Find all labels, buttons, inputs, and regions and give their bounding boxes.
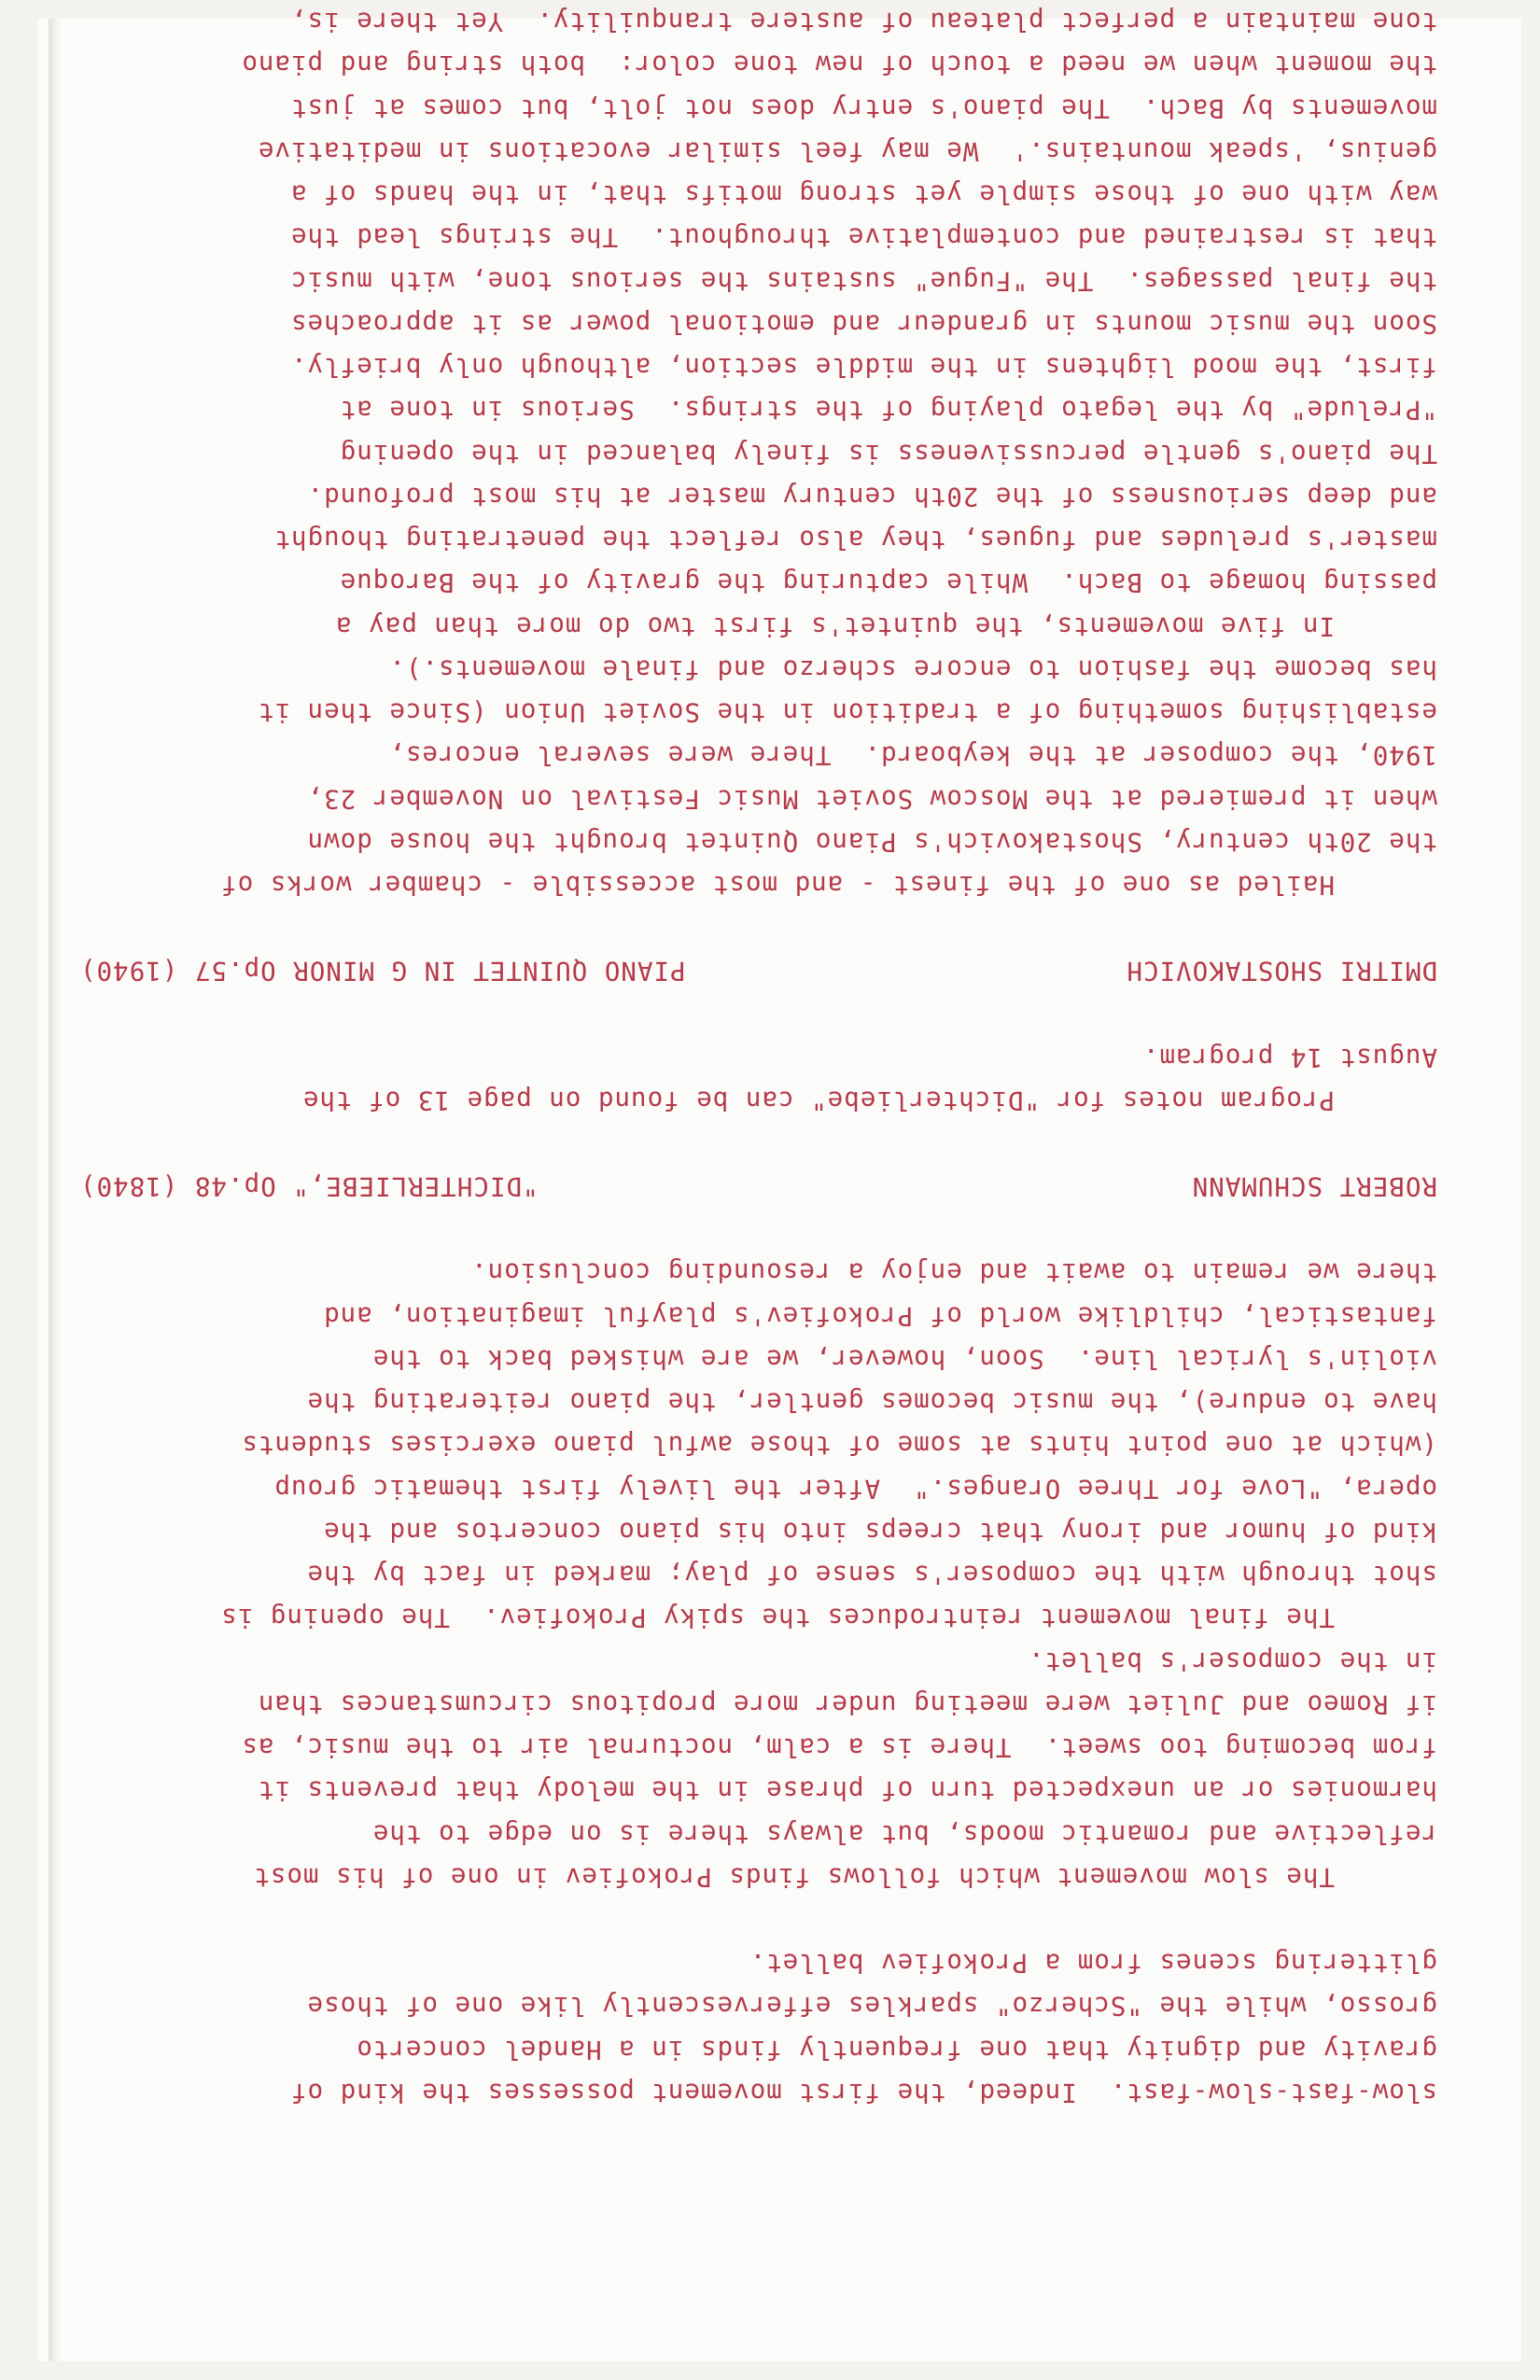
page-text <box>79 0 1437 2114</box>
text-line: The final movement reintroduces the spiky Prokofiev. The opening is <box>220 1603 1335 1633</box>
text-line: glittering scenes from a Prokofiev ballet. <box>749 1948 1437 1979</box>
text-line: establishing something of a tradition in the Soviet Union (Since then it <box>257 697 1437 728</box>
text-line: way with one of those simple yet strong motifs that, in the hands of a <box>290 179 1437 210</box>
text-line: have to endure), the music becomes gentler, the piano reiterating the <box>306 1387 1437 1418</box>
text-line: gravity and dignity that one frequently finds in a Handel concerto <box>356 2034 1437 2065</box>
text-line: (which at one point hints at some of those awful piano exercises students <box>241 1430 1437 1461</box>
prokofiev-intro-paragraph <box>79 1941 1437 2114</box>
composer-name: DMITRI SHOSTAKOVICH <box>1126 956 1437 987</box>
text-line: passing homage to Bach. While capturing the gravity of the Baroque <box>339 567 1437 598</box>
shostakovich-intro-paragraph <box>79 648 1437 907</box>
text-line: grosso, while the "Scherzo" sparkles effervescently like one of those <box>306 1991 1437 2022</box>
text-line: first, the mood lightens in the middle section, although only briefly. <box>290 352 1437 383</box>
text-line: The slow movement which follows finds Prokofiev in one of his most <box>253 1862 1335 1892</box>
text-line: Program notes for "Dichterliebe" can be found on page 13 of the <box>301 1085 1335 1115</box>
composer-name: ROBERT SCHUMANN <box>1191 1171 1437 1202</box>
text-line: fantastical, childlike world of Prokofiev's playful imagination, and <box>323 1300 1437 1331</box>
text-line: has become the fashion to encore scherzo and finale movements.). <box>388 654 1437 684</box>
text-line: if Romeo and Juliet were meeting under more propitous circumstances than <box>257 1689 1437 1719</box>
text-line: from becoming too sweet. There is a calm, nocturnal air to the music, as <box>241 1732 1437 1763</box>
text-line: genius, 'speak mountains.' We may feel similar evocations in meditative <box>257 136 1437 166</box>
text-line: movements by Bach. The piano's entry does not jolt, but comes at just <box>290 92 1437 123</box>
text-line: kind of humor and irony that creeps into his piano concertos and the <box>323 1517 1437 1547</box>
slow-movement-paragraph <box>79 1640 1437 1899</box>
text-line: violin's lyrical line. Soon, however, we are whisked back to the <box>371 1344 1437 1374</box>
text-line: 1940, the composer at the keyboard. There were several encores, <box>388 740 1437 771</box>
work-title: PIANO QUINTET IN G MINOR Op.57 (1940) <box>79 956 686 987</box>
text-line: master's preludes and fugues, they also reflect the penetrating thought <box>273 525 1437 555</box>
text-line: August 14 program. <box>1141 1042 1437 1072</box>
text-line: tone maintain a perfect plateau of austere tranquility. Yet there is, <box>290 7 1437 37</box>
schumann-heading <box>79 1165 1437 1208</box>
text-line: the moment when we need a touch of new tone color: both string and piano <box>241 49 1437 80</box>
text-line: "Prelude" by the legato playing of the strings. Serious in tone at <box>339 395 1437 426</box>
text-line: shot through with the composer's sense of play; marked in fact by the <box>306 1560 1437 1590</box>
text-line: when it premiered at the Moscow Soviet Music Festival on November 23, <box>306 783 1437 814</box>
text-line: opera, "Love for Three Oranges." After the lively first thematic group <box>273 1473 1437 1504</box>
text-line: there we remain to await and enjoy a resounding conclusion. <box>470 1257 1437 1288</box>
quintet-movements-paragraph <box>79 0 1437 648</box>
text-line: that is restrained and contemplative throughout. The strings lead the <box>290 222 1437 253</box>
schumann-note-paragraph <box>79 1036 1437 1123</box>
text-line: Soon the music mounts in grandeur and emotional power as it approaches <box>290 309 1437 339</box>
text-line: slow-fast-slow-fast. Indeed, the first movement possesses the kind of <box>290 2078 1437 2107</box>
shostakovich-heading <box>79 949 1437 992</box>
text-line: in the composer's ballet. <box>1028 1645 1437 1676</box>
text-line: and deep seriousness of the 20th century master at his most profound. <box>306 482 1437 511</box>
text-line: the final passages. The "Fugue" sustains the serious tone, with music <box>290 265 1437 296</box>
text-line: Hailed as one of the finest - and most accessible - chamber works of <box>220 870 1335 901</box>
text-line: In five movements, the quintet's first two do more than pay a <box>335 610 1335 641</box>
text-line: the 20th century, Shostakovich's Piano Quintet brought the house down <box>306 827 1437 857</box>
text-line: harmonies or an unexpected turn of phrase in the melody that prevents it <box>257 1775 1437 1806</box>
work-title: "DICHTERLIEBE," Op.48 (1840) <box>79 1171 539 1202</box>
final-movement-paragraph <box>79 1251 1437 1639</box>
text-line: The piano's gentle percussiveness is finely balanced in the opening <box>339 438 1437 469</box>
text-line: reflective and romantic moods, but always there is on edge to the <box>371 1818 1437 1849</box>
